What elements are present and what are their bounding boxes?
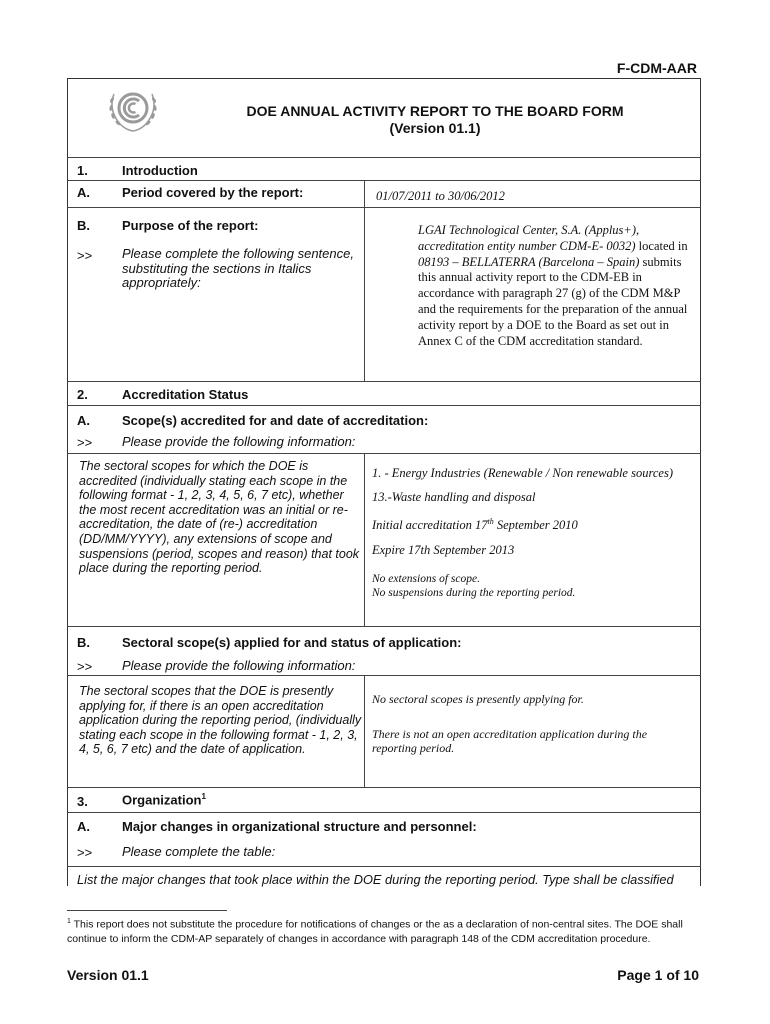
form-version-title: (Version 01.1) bbox=[389, 120, 481, 136]
period-value: 01/07/2011 to 30/06/2012 bbox=[376, 189, 505, 203]
item-label: A. bbox=[77, 819, 90, 834]
instruction-marker: >> bbox=[77, 435, 93, 450]
applied-line: There is not an open accreditation application during the reporting period. bbox=[372, 727, 648, 755]
applied-scope-values bbox=[372, 692, 692, 755]
scope-line: Expire 17th September 2013 bbox=[372, 543, 515, 558]
applied-line: No sectoral scopes is presently applying for. bbox=[372, 692, 584, 706]
column-divider bbox=[364, 453, 365, 626]
scope-values bbox=[372, 466, 698, 600]
item-heading: Major changes in organizational structure and personnel: bbox=[122, 819, 477, 834]
section-heading: Organization$^1$ bbox=[122, 792, 206, 808]
rule bbox=[67, 866, 701, 867]
rule bbox=[67, 675, 701, 676]
instruction-marker: >> bbox=[77, 248, 93, 263]
instruction-text: Please complete the following sentence, substituting the sections in Italics appropriately: bbox=[122, 246, 354, 290]
rule bbox=[67, 453, 701, 454]
footnote: $^1$ This report does not substitute the procedure for notifications of changes or the as a declaration of non-central sites. The DOE shall continue to inform the CDM-AP separately of changes in accordance with paragraph 148 of the CDM accreditation procedure. bbox=[67, 918, 683, 945]
scope-line: 1. - Energy Industries (Renewable / Non renewable sources) bbox=[372, 466, 673, 480]
section-heading: Accreditation Status bbox=[122, 387, 249, 402]
applied-scope-description: The sectoral scopes that the DOE is presently applying for, if there is an open accreditation application during the reporting period, (individually stating each scope in the following format - 1, 2, 3, 4, 5, 6, 7 etc) and the date of application. bbox=[79, 684, 362, 757]
item-heading: Purpose of the report: bbox=[122, 218, 259, 233]
instruction-text: Please provide the following information: bbox=[122, 658, 356, 673]
rule bbox=[67, 812, 701, 813]
scope-line: Initial accreditation 17th September 2010 bbox=[372, 517, 578, 533]
rule bbox=[67, 207, 701, 208]
rule bbox=[67, 787, 701, 788]
rule bbox=[67, 180, 701, 181]
item-heading: Period covered by the report: bbox=[122, 185, 304, 200]
rule bbox=[67, 405, 701, 406]
footer-page-number: Page 1 of 10 bbox=[617, 967, 699, 983]
form-title: DOE ANNUAL ACTIVITY REPORT TO THE BOARD FORM bbox=[246, 103, 624, 119]
instruction-text: Please provide the following information: bbox=[122, 434, 356, 449]
scope-line: 13.-Waste handling and disposal bbox=[372, 490, 536, 504]
footer-version: Version 01.1 bbox=[67, 967, 149, 983]
section-number: 2. bbox=[77, 387, 88, 402]
column-divider bbox=[364, 675, 365, 787]
instruction-text: Please complete the table: bbox=[122, 844, 276, 859]
section-number: 3. bbox=[77, 794, 88, 809]
item-heading: Sectoral scope(s) applied for and status of application: bbox=[122, 635, 462, 650]
section-heading: Introduction bbox=[122, 163, 198, 178]
item-label: B. bbox=[77, 218, 90, 233]
organization-description: List the major changes that took place within the DOE during the reporting period. Type shall be classified bbox=[77, 872, 674, 887]
section-number: 1. bbox=[77, 163, 88, 178]
scope-description: The sectoral scopes for which the DOE is accredited (individually stating each scope in the following format - 1, 2, 3, 4, 5, 6, 7 etc), whether the most recent accreditation was an initial or re-accreditation, the date of (re-) accreditation (DD/MM/YYYY), any extensions of scope and suspensions (period, scopes and reason) that took place during the reporting period. bbox=[79, 459, 360, 576]
footnote-rule bbox=[67, 910, 227, 911]
item-label: A. bbox=[77, 413, 90, 428]
rule bbox=[67, 157, 701, 158]
instruction-marker: >> bbox=[77, 845, 93, 860]
rule bbox=[67, 626, 701, 627]
item-label: B. bbox=[77, 635, 90, 650]
form-code: F-CDM-AAR bbox=[616, 60, 697, 76]
scope-line: No extensions of scope. bbox=[372, 573, 480, 586]
instruction-marker: >> bbox=[77, 659, 93, 674]
item-label: A. bbox=[77, 185, 90, 200]
scope-line: No suspensions during the reporting period. bbox=[372, 587, 576, 600]
rule bbox=[67, 381, 701, 382]
item-heading: Scope(s) accredited for and date of accreditation: bbox=[122, 413, 429, 428]
unfccc-emblem-icon bbox=[104, 84, 162, 136]
purpose-value: LGAI Technological Center, S.A. (Applus+), accreditation entity number CDM-E- 0032) located in 08193 – BELLATERRA (Barcelona – Spain) submits this annual activity report to the CDM-EB in accordance with paragraph 27 (g) of the CDM M&P and the requirements for the preparation of the annual activity report by a DOE to the Board as set out in Annex C of the CDM accreditation standard. bbox=[418, 223, 688, 348]
column-divider bbox=[364, 180, 365, 381]
